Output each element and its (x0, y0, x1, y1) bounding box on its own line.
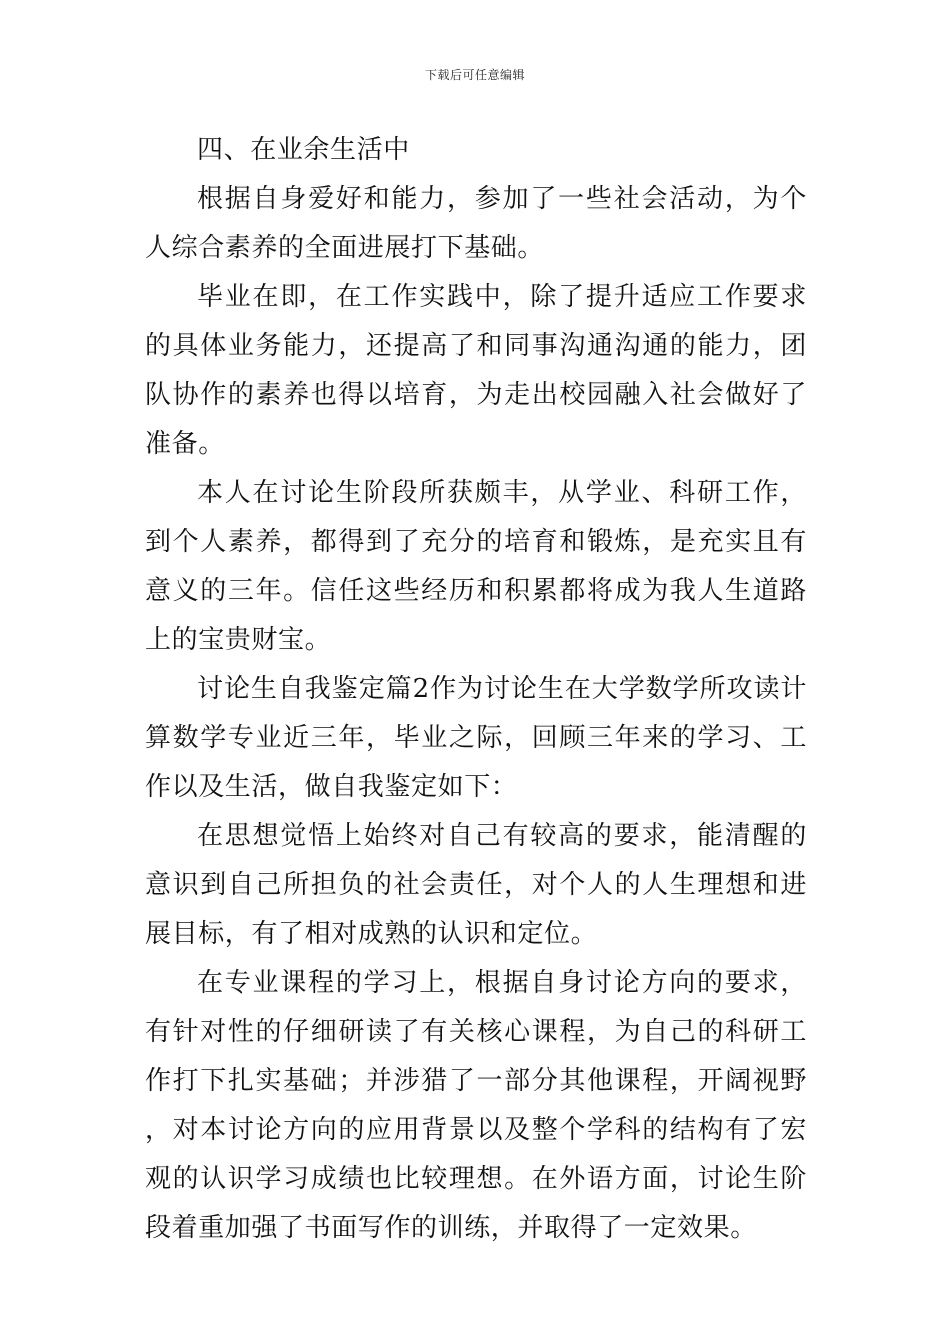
paragraph: 本人在讨论生阶段所获颇丰，从学业、科研工作，到个人素养，都得到了充分的培育和锻炼，是充实且有意义的三年。信任这些经历和积累都将成为我人生道路上的宝贵财宝。 (145, 478, 807, 655)
paragraph: 根据自身爱好和能力，参加了一些社会活动，为个人综合素养的全面进展打下基础。 (145, 184, 807, 263)
paragraph: 在思想觉悟上始终对自己有较高的要求，能清醒的意识到自己所担负的社会责任，对个人的人生理想和进展目标，有了相对成熟的认识和定位。 (145, 821, 807, 949)
paragraph: 毕业在即，在工作实践中，除了提升适应工作要求的具体业务能力，还提高了和同事沟通沟通的能力，团队协作的素养也得以培育，为走出校园融入社会做好了准备。 (145, 282, 807, 459)
paragraph: 讨论生自我鉴定篇2作为讨论生在大学数学所攻读计算数学专业近三年，毕业之际，回顾三年来的学习、工作以及生活，做自我鉴定如下： (145, 674, 807, 802)
page-header: 下载后可任意编辑 (424, 68, 525, 82)
paragraph: 在专业课程的学习上，根据自身讨论方向的要求，有针对性的仔细研读了有关核心课程，为自己的科研工作打下扎实基础；并涉猎了一部分其他课程，开阔视野，对本讨论方向的应用背景以及整个学科的结构有了宏观的认识学习成绩也比较理想。在外语方面，讨论生阶段着重加强了书面写作的训练，并取得了一定效果。 (145, 968, 807, 1243)
section-heading: 四、在业余生活中 (197, 135, 410, 165)
document-body (145, 126, 807, 1253)
